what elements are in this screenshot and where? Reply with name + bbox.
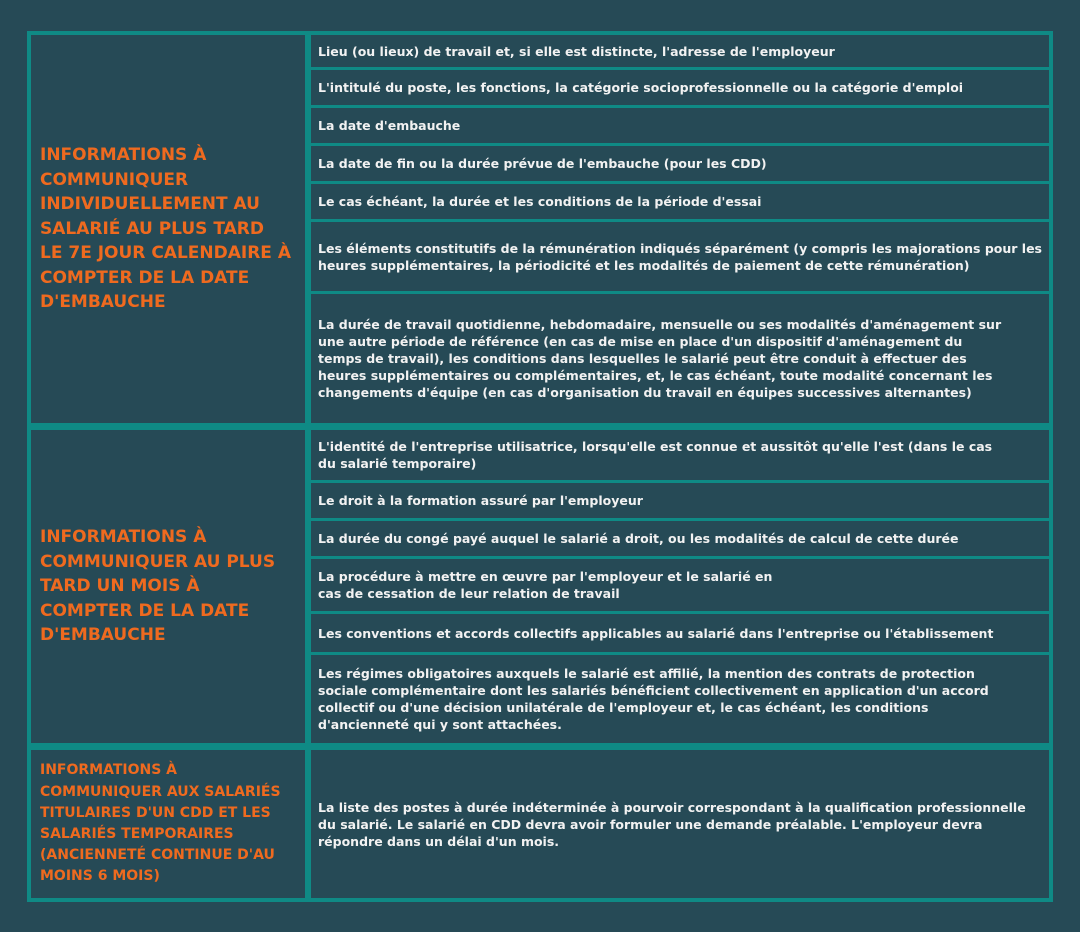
row-text: Le cas échéant, la durée et les conditions de la période d'essai: [318, 194, 762, 209]
table-row: [311, 108, 1049, 143]
row-text: Le droit à la formation assuré par l'employeur: [318, 493, 643, 508]
row-text: La durée du congé payé auquel le salarié a droit, ou les modalités de calcul de cette durée: [318, 531, 959, 546]
group-heading: [31, 750, 305, 898]
row-text: La liste des postes à durée indéterminée à pourvoir correspondant à la qualification professionnelle du salarié. Le salarié en CDD devra avoir formuler une demande préalable. L'employeur devra répondre dans un délai d'un mois.: [318, 799, 1026, 849]
table-row: [311, 655, 1049, 743]
group-heading-text: INFORMATIONS À COMMUNIQUER INDIVIDUELLEMENT AU SALARIÉ AU PLUS TARD LE 7E JOUR CALENDAIRE À COMPTER DE LA DATE D'EMBAUCHE: [40, 145, 291, 313]
row-text: L'identité de l'entreprise utilisatrice, lorsqu'elle est connue et aussitôt qu'elle l'est (dans le cas du salarié temporaire): [318, 439, 993, 471]
group-items: [311, 750, 1049, 898]
table-row: [311, 483, 1049, 518]
row-text: L'intitulé du poste, les fonctions, la catégorie socioprofessionnelle ou la catégorie d'emploi: [318, 80, 964, 95]
group-heading: [31, 430, 305, 743]
group-items: [311, 35, 1049, 423]
row-text: La durée de travail quotidienne, hebdomadaire, mensuelle ou ses modalités d'aménagement sur une autre période de référence (en cas de mise en place d'un dispositif d'aménagement du temps de travail), les conditions dans lesquelles le salarié peut être conduit à effectuer des heures supplémentaires ou complémentaires, et, le cas échéant, toute modalité concernant les changements d'équipe (en cas d'organisation du travail en équipes successives alternantes): [318, 317, 1002, 400]
table-row: [311, 294, 1049, 423]
table-group-one-month: [31, 430, 1049, 743]
table-row: [311, 559, 1049, 611]
info-table: [27, 31, 1053, 902]
table-row: [311, 614, 1049, 652]
group-heading-text: INFORMATIONS À COMMUNIQUER AUX SALARIÉS TITULAIRES D'UN CDD ET LES SALARIÉS TEMPORAIRES (ANCIENNETÉ CONTINUE D'AU MOINS 6 MOIS): [40, 762, 281, 885]
row-text: La procédure à mettre en œuvre par l'employeur et le salarié en cas de cessation de leur relation de travail: [318, 569, 773, 601]
row-text: La date de fin ou la durée prévue de l'embauche (pour les CDD): [318, 156, 767, 171]
table-row: [311, 750, 1049, 898]
table-row: [311, 430, 1049, 480]
table-row: [311, 70, 1049, 105]
row-text: Lieu (ou lieux) de travail et, si elle est distincte, l'adresse de l'employeur: [318, 43, 835, 59]
group-heading-text: INFORMATIONS À COMMUNIQUER AU PLUS TARD UN MOIS À COMPTER DE LA DATE D'EMBAUCHE: [40, 527, 276, 646]
row-text: La date d'embauche: [318, 118, 461, 133]
group-items: [311, 430, 1049, 743]
row-text: Les régimes obligatoires auxquels le salarié est affilié, la mention des contrats de protection sociale complémentaire dont les salariés bénéficient collectivement en application d'un accord collectif ou d'une décision unilatérale de l'employeur et, le cas échéant, les conditions d'ancienneté qui y sont attachées.: [318, 666, 989, 732]
group-heading: [31, 35, 305, 423]
table-group-7-days: [31, 35, 1049, 423]
table-row: [311, 222, 1049, 291]
row-text: Les éléments constitutifs de la rémunération indiqués séparément (y compris les majorations pour les heures supplémentaires, la périodicité et les modalités de paiement de cette rémunération): [318, 240, 1042, 273]
table-group-cdd: [31, 750, 1049, 898]
table-row: [311, 35, 1049, 67]
table-row: [311, 184, 1049, 219]
table-row: [311, 521, 1049, 556]
row-text: Les conventions et accords collectifs applicables au salarié dans l'entreprise ou l'établissement: [318, 625, 994, 641]
table-row: [311, 146, 1049, 181]
